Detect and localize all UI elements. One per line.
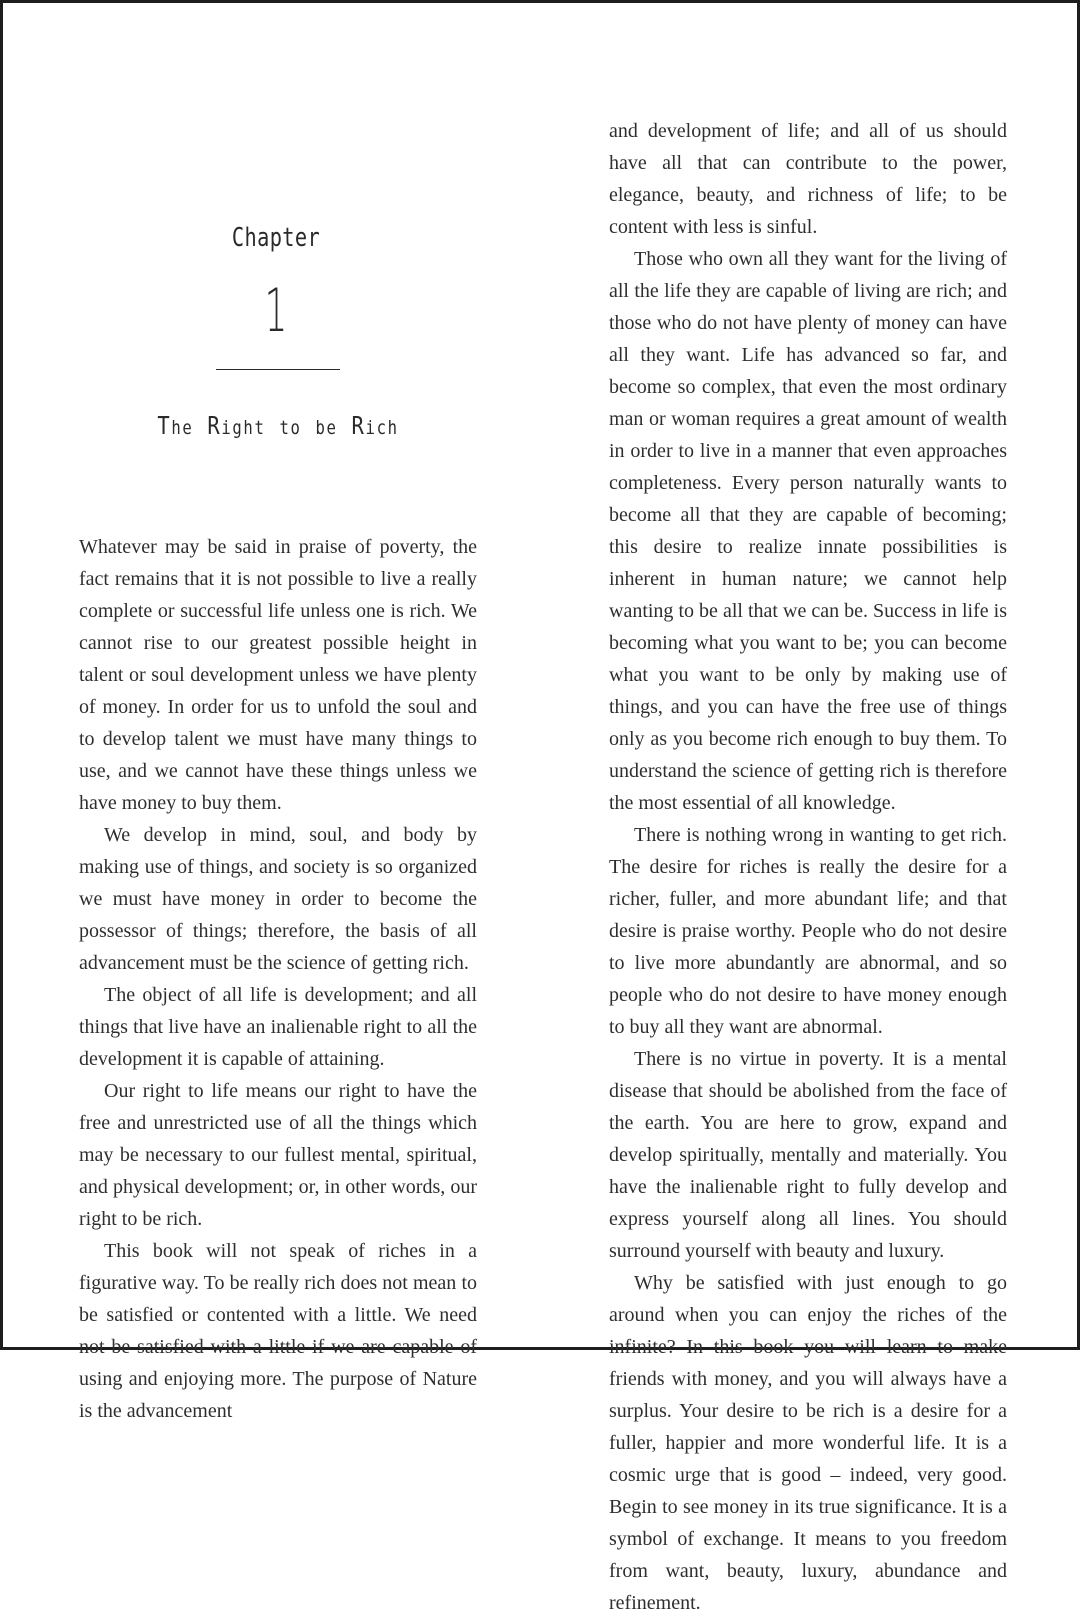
paragraph: Whatever may be said in praise of poverty, the fact remains that it is not possible to live a really complete or successful life unless one is rich. We cannot rise to our greatest possible height in talent or soul development unless we have plenty of money. In order for us to unfold the soul and to develop talent we must have many things to use, and we cannot have these things unless we have money to buy them.	[79, 536, 477, 814]
title-word-rest: ich	[365, 417, 399, 439]
title-initial: R	[207, 411, 222, 440]
paragraph: Those who own all they want for the living of all the life they are capable of living are rich; and those who do not have plenty of money can have all they want. Life has advanced so far, and become so complex, that even the most ordinary man or woman requires a great amount of wealth in order to live in a manner that even approaches completeness. Every person naturally wants to become all that they are capable of becoming; this desire to realize innate possibilities is inherent in human nature; we cannot help wanting to be all that we can be. Success in life is becoming what you want to be; you can become what you want to be only by making use of things, and you can have the free use of things only as you become rich enough to buy them. To understand the science of getting rich is therefore the most essential of all knowledge.	[609, 248, 1007, 814]
title-word: to	[279, 417, 302, 439]
right-page	[543, 3, 1077, 1614]
paragraph: There is nothing wrong in wanting to get rich. The desire for riches is really the desire for a richer, fuller, and more abundant life; and that desire is praise worthy. People who do not desire to live more abundantly are abnormal, and so people who do not desire to have money enough to buy all they want are abnormal.	[609, 824, 1007, 1038]
right-body-text	[609, 115, 1007, 1619]
paragraph: and development of life; and all of us should have all that can contribute to the power, elegance, beauty, and richness of life; to be content with less is sinful.	[609, 120, 1007, 238]
title-initial: T	[157, 411, 172, 440]
paragraph: Why be satisfied with just enough to go around when you can enjoy the riches of the infinite? In this book you will learn to make friends with money, and you will always have a surplus. Your desire to be rich is a desire for a fuller, happier and more wonderful life. It is a cosmic urge that is good – indeed, very good. Begin to see money in its true significance. It is a symbol of exchange. It means to you freedom from want, beauty, luxury, abundance and refinement.	[609, 1272, 1007, 1614]
title-word: be	[315, 417, 338, 439]
paragraph: We develop in mind, soul, and body by making use of things, and society is so organized we must have money in order to become the possessor of things; therefore, the basis of all advancement must be the science of getting rich.	[79, 824, 477, 974]
title-word-rest: ight	[221, 417, 266, 439]
chapter-divider	[216, 369, 340, 370]
title-initial: R	[351, 411, 366, 440]
title-word-rest: he	[171, 417, 194, 439]
chapter-number: 1	[264, 276, 288, 346]
left-body-text	[79, 531, 477, 1427]
paragraph: Our right to life means our right to have the free and unrestricted use of all the things which may be necessary to our fullest mental, spiritual, and physical development; or, in other words, our right to be rich.	[79, 1080, 477, 1230]
paragraph: The object of all life is development; and all things that live have an inalienable right to all the development it is capable of attaining.	[79, 984, 477, 1070]
paragraph: This book will not speak of riches in a figurative way. To be really rich does not mean to be satisfied or contented with a little. We need not be satisfied with a little if we are capable of using and enjoying more. The purpose of Nature is the advancement	[79, 1240, 477, 1422]
paragraph: There is no virtue in poverty. It is a mental disease that should be abolished from the face of the earth. You are here to grow, expand and develop spiritually, mentally and materially. You have the inalienable right to fully develop and express yourself along all lines. You should surround yourself with beauty and luxury.	[609, 1048, 1007, 1262]
chapter-label: Chapter	[231, 223, 321, 253]
chapter-title	[53, 411, 504, 440]
left-page	[3, 3, 543, 1422]
